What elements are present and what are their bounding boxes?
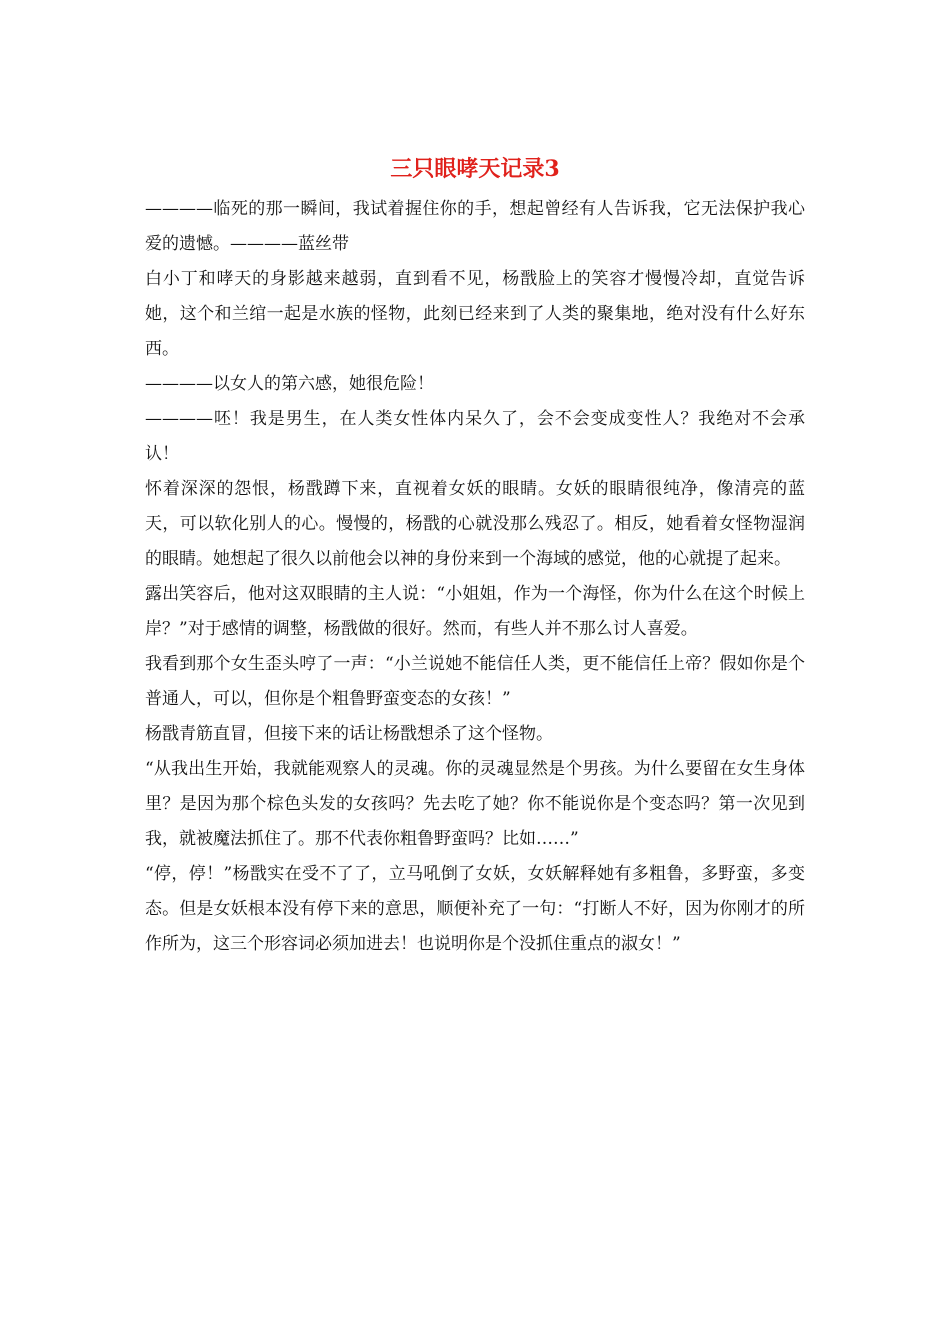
paragraph: ————呸！我是男生，在人类女性体内呆久了，会不会变成变性人？我绝对不会承认！	[145, 409, 805, 464]
paragraph: 我看到那个女生歪头哼了一声：“小兰说她不能信任人类，更不能信任上帝？假如你是个普通人，可以，但你是个粗鲁野蛮变态的女孩！”	[145, 654, 805, 709]
paragraph: “从我出生开始，我就能观察人的灵魂。你的灵魂显然是个男孩。为什么要留在女生身体里？是因为那个棕色头发的女孩吗？先去吃了她？你不能说你是个变态吗？第一次见到我，就被魔法抓住了。那不代表你粗鲁野蛮吗？比如……”	[145, 759, 805, 849]
paragraph: ————临死的那一瞬间，我试着握住你的手，想起曾经有人告诉我，它无法保护我心爱的遗憾。————蓝丝带	[145, 199, 805, 254]
paragraph: “停，停！”杨戬实在受不了了，立马吼倒了女妖，女妖解释她有多粗鲁，多野蛮，多变态。但是女妖根本没有停下来的意思，顺便补充了一句：“打断人不好，因为你刚才的所作所为，这三个形容词必须加进去！也说明你是个没抓住重点的淑女！”	[145, 864, 805, 954]
paragraph: ————以女人的第六感，她很危险！	[145, 374, 434, 394]
paragraph: 怀着深深的怨恨，杨戬蹲下来，直视着女妖的眼睛。女妖的眼睛很纯净，像清亮的蓝天，可以软化别人的心。慢慢的，杨戬的心就没那么残忍了。相反，她看着女怪物湿润的眼睛。她想起了很久以前他会以神的身份来到一个海域的感觉，他的心就提了起来。	[145, 479, 805, 569]
paragraph: 露出笑容后，他对这双眼睛的主人说：“小姐姐，作为一个海怪，你为什么在这个时候上岸？”对于感情的调整，杨戬做的很好。然而，有些人并不那么讨人喜爱。	[145, 584, 805, 639]
paragraph: 杨戬青筋直冒，但接下来的话让杨戬想杀了这个怪物。	[145, 724, 553, 744]
paragraph: 白小丁和哮天的身影越来越弱，直到看不见，杨戬脸上的笑容才慢慢冷却，直觉告诉她，这个和兰绾一起是水族的怪物，此刻已经来到了人类的聚集地，绝对没有什么好东西。	[145, 269, 805, 359]
document-title: 三只眼哮天记录3	[390, 156, 560, 182]
document-body	[145, 192, 805, 962]
